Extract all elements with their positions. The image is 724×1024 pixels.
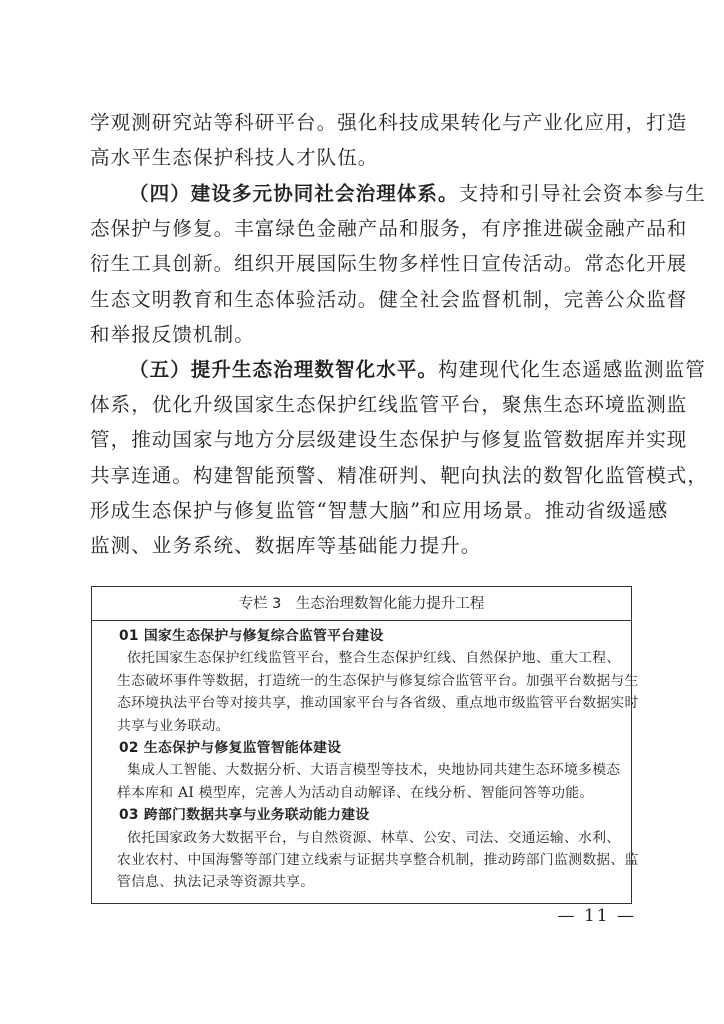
page-number: — 11 — <box>557 906 636 926</box>
text-line: 高水平生态保护科技人才队伍。 <box>90 146 379 170</box>
text-line: 衍生工具创新。组织开展国际生物多样性日宣传活动。常态化开展 <box>90 252 688 276</box>
box-title: 专栏 3 生态治理数智化能力提升工程 <box>92 587 631 621</box>
box-text-line: 态环境执法平台等对接共享，推动国家平台与各省级、重点地市级监管平台数据实时 <box>117 695 639 712</box>
box-body <box>117 625 639 894</box>
text-line: 形成生态保护与修复监管“智慧大脑”和应用场景。推动省级遥感 <box>90 498 669 522</box>
section-5-paragraph <box>90 352 709 563</box>
box-item-heading: 01 国家生态保护与修复综合监管平台建设 <box>119 628 384 644</box>
text-line: 态保护与修复。丰富绿色金融产品和服务，有序推进碳金融产品和 <box>90 217 688 241</box>
box-text-line: 依托国家生态保护红线监管平台，整合生态保护红线、自然保护地、重大工程、 <box>127 650 621 667</box>
box-text-line: 管信息、执法记录等资源共享。 <box>117 874 315 891</box>
text-line: 监测、业务系统、数据库等基础能力提升。 <box>90 534 482 558</box>
text-line: 生态文明教育和生态体验活动。健全社会监督机制，完善公众监督 <box>90 287 688 311</box>
text-run: 构建现代化生态遥感监测监管 <box>438 358 706 381</box>
section-4-heading: （四）建设多元协同社会治理体系。 <box>129 182 459 205</box>
text-line: 学观测研究站等科研平台。强化科技成果转化与产业化应用，打造 <box>90 111 688 134</box>
box-text-line: 依托国家政务大数据平台，与自然资源、林草、公安、司法、交通运输、水利、 <box>127 829 621 846</box>
section-5-first-line <box>90 352 706 387</box>
text-line: 和举报反馈机制。 <box>90 322 255 346</box>
box-text-line: 共享与业务联动。 <box>117 717 230 734</box>
section-5-heading: （五）提升生态治理数智化水平。 <box>129 358 439 381</box>
box-item-heading: 02 生态保护与修复监管智能体建设 <box>119 740 342 757</box>
column-box <box>91 586 639 904</box>
box-text-line: 集成人工智能、大数据分析、大语言模型等技术，央地协同共建生态环境多模态 <box>127 762 621 779</box>
box-text-line: 农业农村、中国海警等部门建立线索与证据共享整合机制，推动跨部门监测数据、监 <box>117 852 639 869</box>
intro-paragraph <box>90 105 688 175</box>
text-line: 体系，优化升级国家生态保护红线监管平台，聚焦生态环境监测监 <box>90 393 688 417</box>
text-line: 管，推动国家与地方分层级建设生态保护与修复监管数据库并实现 <box>90 428 688 452</box>
box-text-line: 样本库和 AI 模型库，完善人为活动自动解译、在线分析、智能问答等功能。 <box>117 784 594 801</box>
text-line: 共享连通。构建智能预警、精准研判、靶向执法的数智化监管模式， <box>90 463 709 487</box>
box-text-line: 生态破坏事件等数据，打造统一的生态保护与修复综合监管平台。加强平台数据与生 <box>117 672 639 689</box>
section-4-paragraph <box>90 176 706 352</box>
section-4-first-line <box>90 176 706 211</box>
text-run: 支持和引导社会资本参与生 <box>458 182 706 205</box>
box-item-heading: 03 跨部门数据共享与业务联动能力建设 <box>119 807 370 824</box>
